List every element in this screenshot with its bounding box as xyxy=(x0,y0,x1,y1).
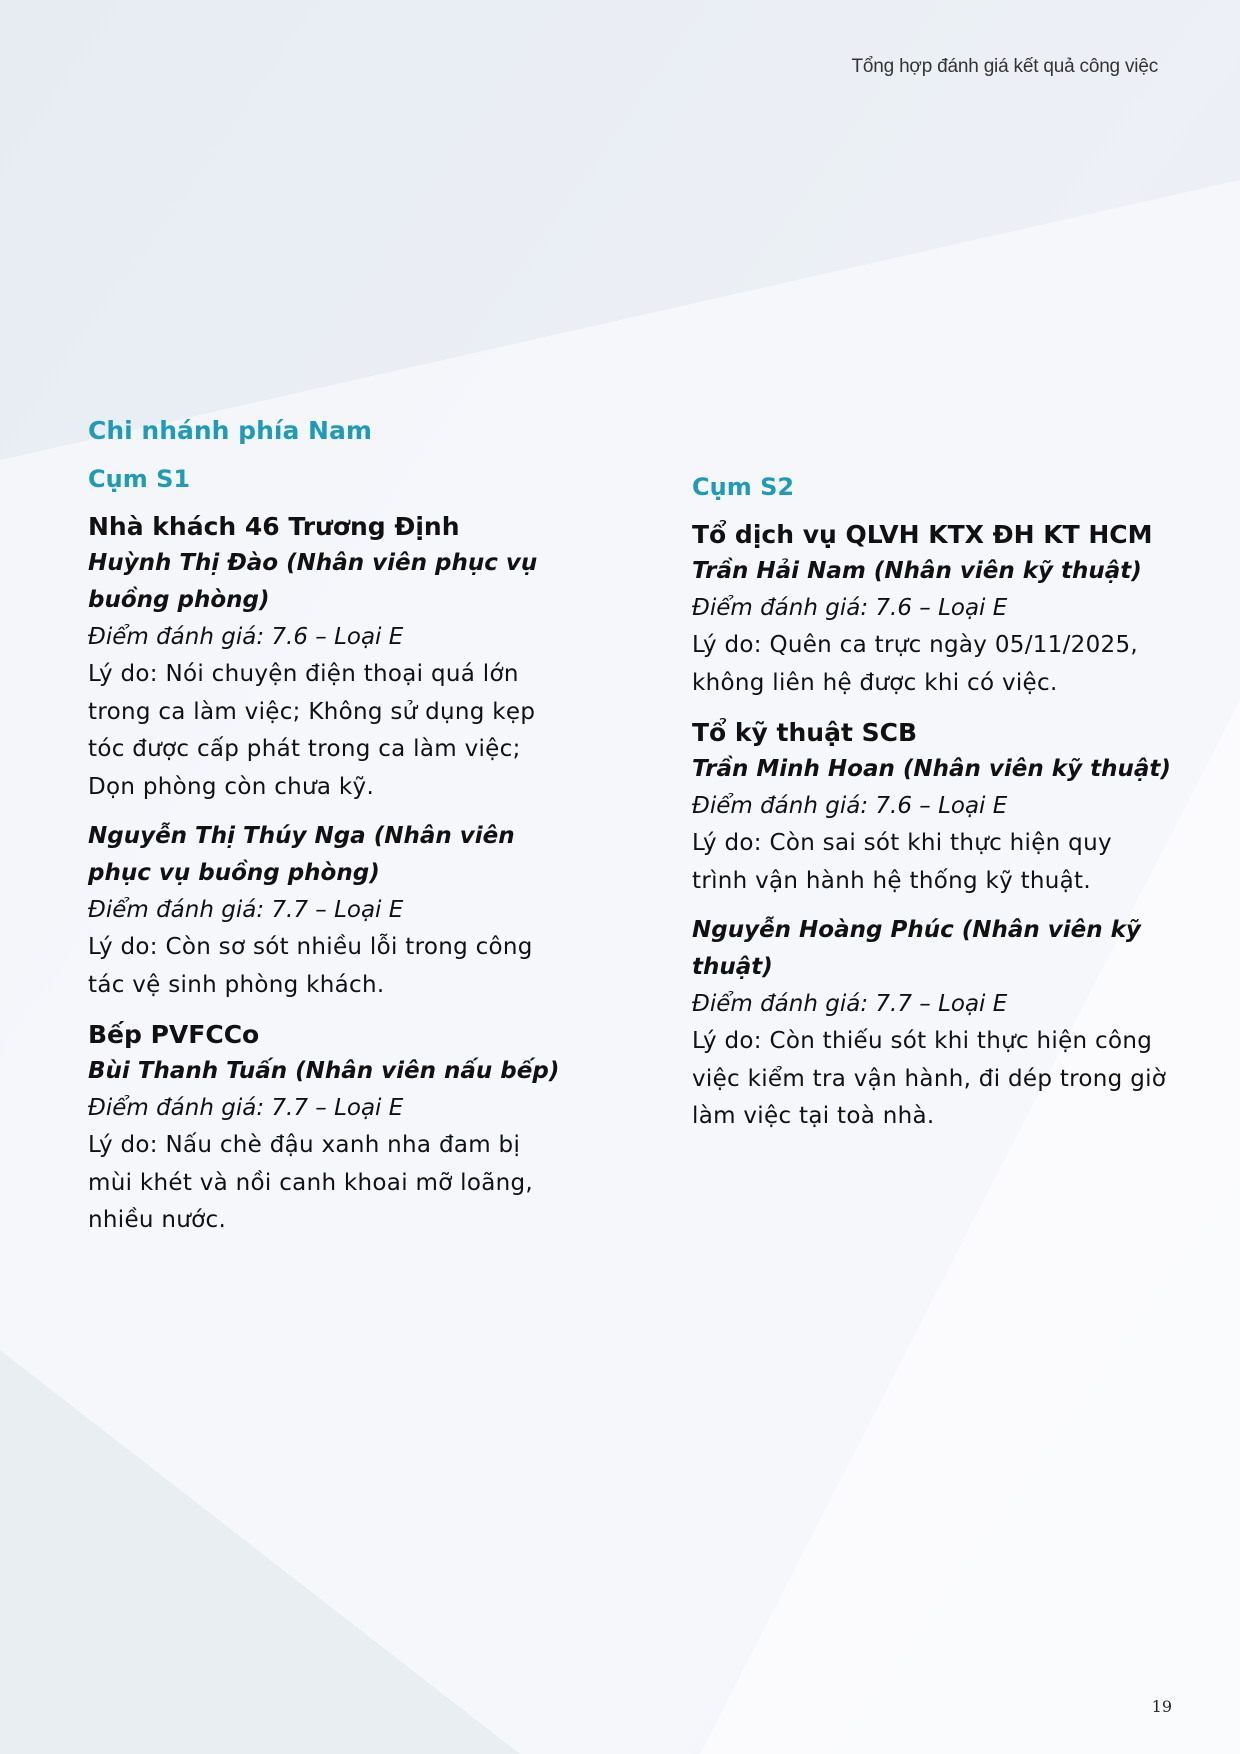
unit-group xyxy=(88,1016,568,1240)
page-number: 19 xyxy=(1151,1697,1172,1716)
branch-heading: Chi nhánh phía Nam xyxy=(88,416,372,445)
unit-group xyxy=(692,516,1172,702)
unit-group xyxy=(692,714,1172,1136)
unit-title: Bếp PVFCCo xyxy=(88,1020,260,1049)
header-title: Tổng hợp đánh giá kết quả công việc xyxy=(851,56,1158,77)
left-column xyxy=(88,462,568,1252)
employee-name: Trần Minh Hoan (Nhân viên kỹ thuật) xyxy=(692,756,1171,782)
evaluation-score: Điểm đánh giá: 7.6 – Loại E xyxy=(88,624,404,650)
evaluation-reason: Lý do: Còn sơ sót nhiều lỗi trong công tác vệ sinh phòng khách. xyxy=(88,934,533,998)
evaluation-reason: Lý do: Còn thiếu sót khi thực hiện công việc kiểm tra vận hành, đi dép trong giờ làm việc tại toà nhà. xyxy=(692,1028,1167,1129)
cluster-heading: Cụm S1 xyxy=(88,465,191,493)
evaluation-reason: Lý do: Nấu chè đậu xanh nha đam bị mùi khét và nồi canh khoai mỡ loãng, nhiều nước. xyxy=(88,1132,534,1233)
employee-name: Bùi Thanh Tuấn (Nhân viên nấu bếp) xyxy=(88,1058,560,1084)
evaluation-entry xyxy=(88,818,568,1004)
evaluation-reason: Lý do: Nói chuyện điện thoại quá lớn trong ca làm việc; Không sử dụng kẹp tóc được cấp phát trong ca làm việc; Dọn phòng còn chưa kỹ. xyxy=(88,661,536,800)
evaluation-score: Điểm đánh giá: 7.7 – Loại E xyxy=(88,897,404,923)
employee-name: Huỳnh Thị Đào (Nhân viên phục vụ buồng phòng) xyxy=(88,550,538,613)
employee-name: Nguyễn Thị Thúy Nga (Nhân viên phục vụ buồng phòng) xyxy=(88,823,515,886)
unit-title: Nhà khách 46 Trương Định xyxy=(88,512,460,541)
evaluation-score: Điểm đánh giá: 7.6 – Loại E xyxy=(692,595,1008,621)
evaluation-score: Điểm đánh giá: 7.7 – Loại E xyxy=(88,1095,404,1121)
cluster-heading: Cụm S2 xyxy=(692,473,795,501)
employee-name: Nguyễn Hoàng Phúc (Nhân viên kỹ thuật) xyxy=(692,917,1141,980)
evaluation-entry xyxy=(88,545,568,806)
evaluation-entry xyxy=(692,553,1172,702)
evaluation-score: Điểm đánh giá: 7.7 – Loại E xyxy=(692,991,1008,1017)
unit-title: Tổ kỹ thuật SCB xyxy=(692,718,918,747)
unit-group xyxy=(88,508,568,1004)
evaluation-reason: Lý do: Còn sai sót khi thực hiện quy trình vận hành hệ thống kỹ thuật. xyxy=(692,830,1112,894)
unit-title: Tổ dịch vụ QLVH KTX ĐH KT HCM xyxy=(692,520,1153,549)
employee-name: Trần Hải Nam (Nhân viên kỹ thuật) xyxy=(692,558,1142,584)
evaluation-entry xyxy=(692,912,1172,1136)
evaluation-reason: Lý do: Quên ca trực ngày 05/11/2025, không liên hệ được khi có việc. xyxy=(692,632,1139,696)
evaluation-entry xyxy=(692,751,1172,900)
evaluation-score: Điểm đánh giá: 7.6 – Loại E xyxy=(692,793,1008,819)
right-column xyxy=(692,470,1172,1148)
evaluation-entry xyxy=(88,1053,568,1240)
